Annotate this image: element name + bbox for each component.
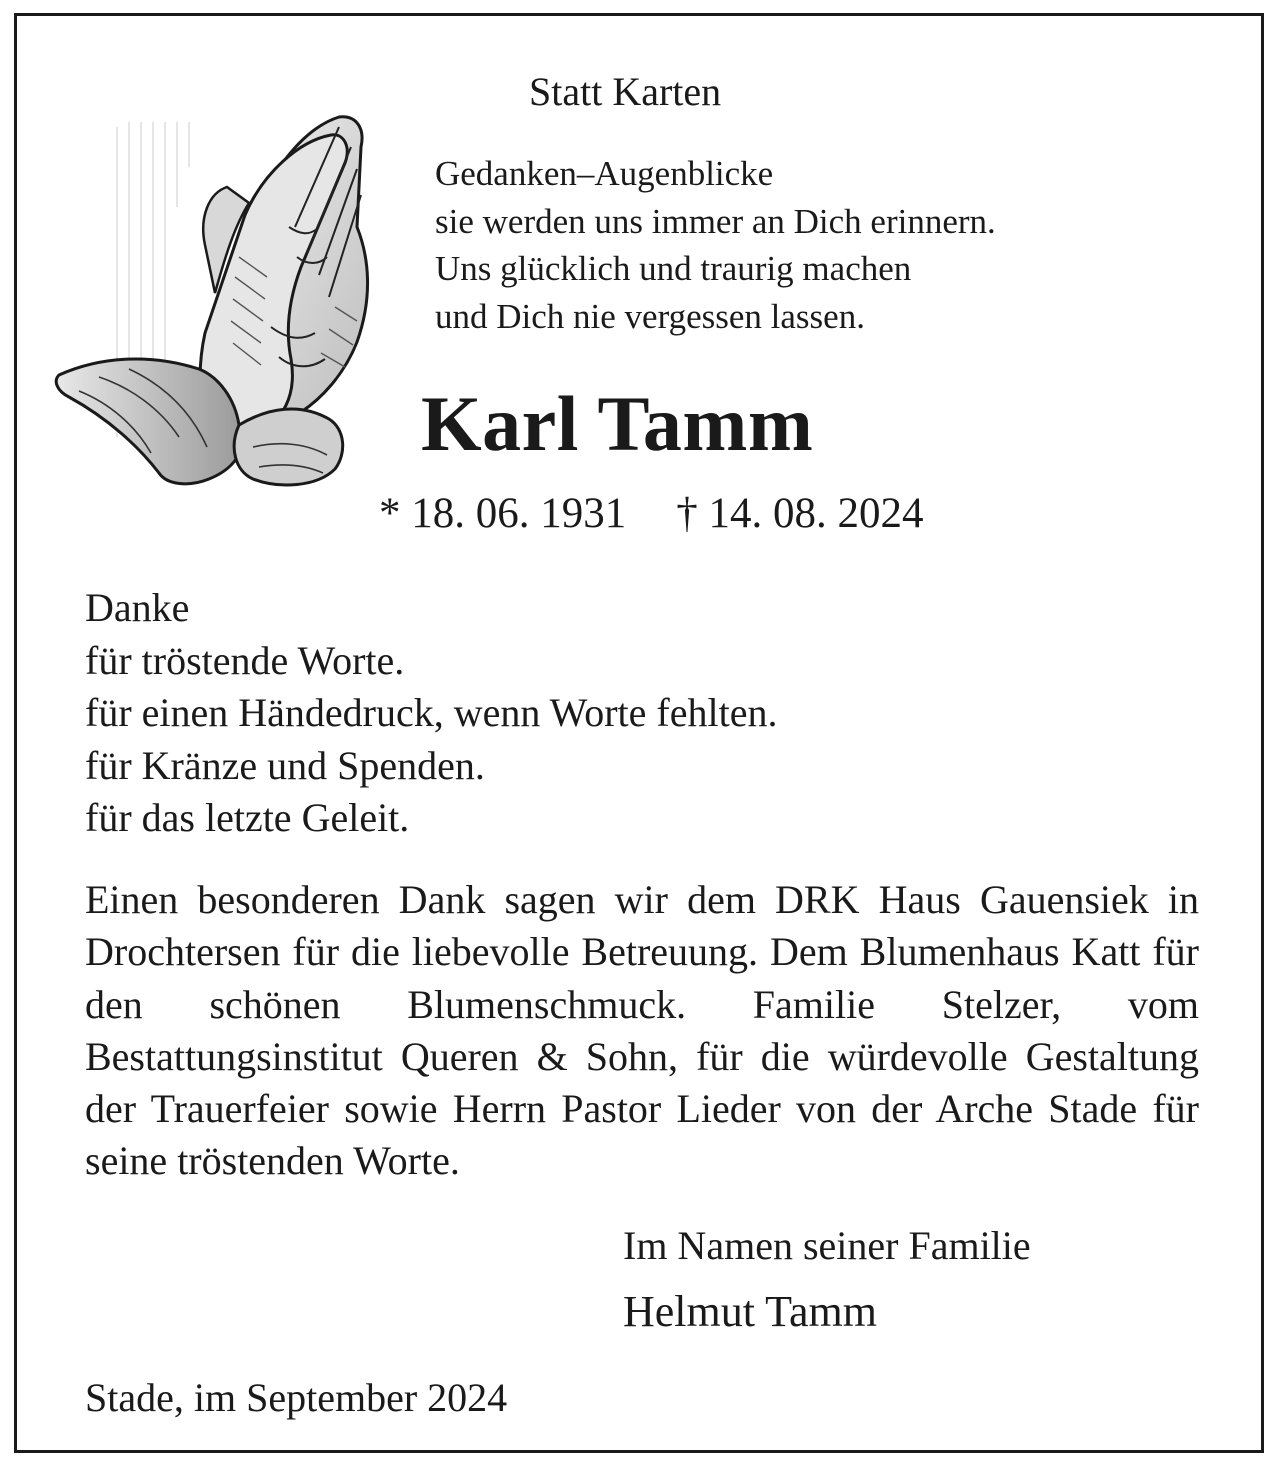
place-date: Stade, im September 2024 [85, 1375, 508, 1420]
thanks-line: für Kränze und Spenden. [85, 742, 485, 788]
poem-line: Uns glücklich und traurig machen [435, 249, 912, 288]
life-dates [379, 486, 924, 542]
family-line: Im Namen seiner Familie [623, 1223, 1031, 1268]
thanks-line: für tröstende Worte. [85, 637, 405, 683]
acknowledgement-paragraph: Einen besonderen Dank sagen wir dem DRK Haus Gauensiek in Drochtersen für die liebevolle Betreuung. Dem Blumenhaus Katt für den schönen Blumenschmuck. Familie Stelzer, vom Bestattungsinstitut Queren & Sohn, für die würdevolle Gestaltung der Trauerfeier sowie Herrn Pastor Lieder von der Arche Stade für seine tröstenden Worte. [85, 877, 1199, 1184]
obituary-notice [14, 13, 1264, 1453]
poem [435, 150, 996, 340]
thanks-line: Danke [85, 585, 190, 630]
praying-hands-icon [39, 107, 379, 491]
thanks-line: für das letzte Geleit. [85, 795, 410, 840]
statt-karten-heading: Statt Karten [529, 69, 722, 114]
thanks-line: für einen Händedruck, wenn Worte fehlten. [85, 690, 778, 735]
birth-date: * 18. 06. 1931 [379, 490, 627, 537]
deceased-name: Karl Tamm [421, 380, 814, 467]
thanks-list [85, 582, 777, 845]
death-date: † 14. 08. 2024 [676, 490, 924, 537]
poem-line: sie werden uns immer an Dich erinnern. [435, 201, 996, 241]
poem-line: Gedanken–Augenblicke [435, 154, 774, 193]
signer-name: Helmut Tamm [623, 1287, 877, 1336]
poem-line: und Dich nie vergessen lassen. [435, 296, 865, 336]
